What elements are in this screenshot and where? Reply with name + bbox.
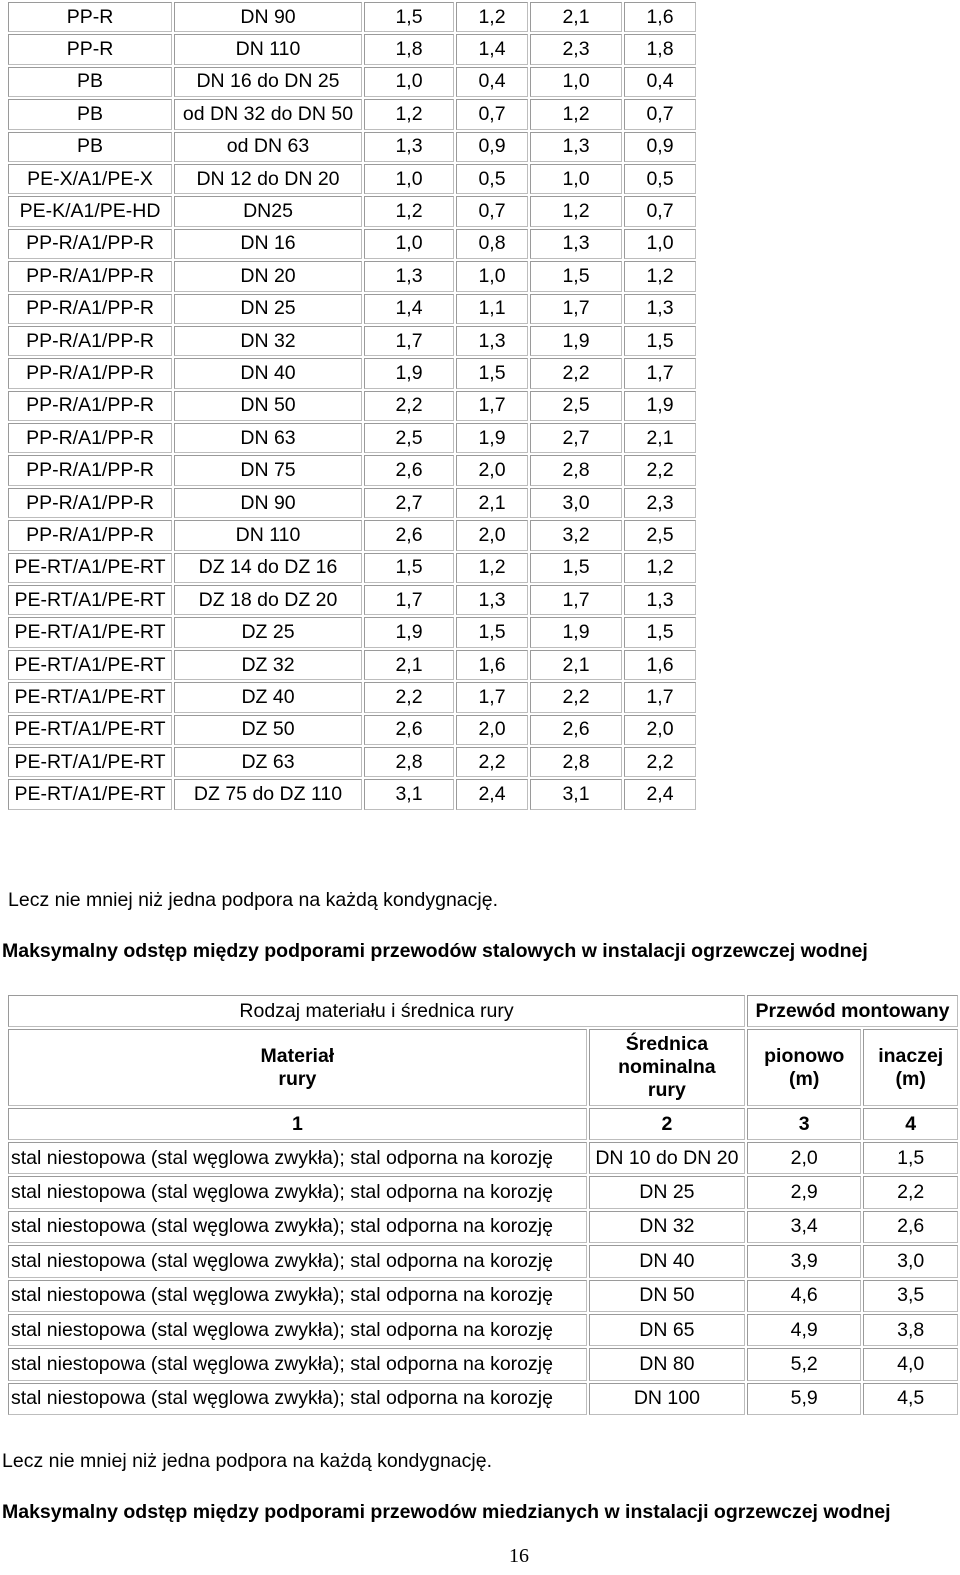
table-cell: 1,5 — [624, 617, 696, 647]
table-cell: 1,5 — [364, 2, 454, 32]
table-cell: PE-RT/A1/PE-RT — [8, 650, 172, 680]
table-cell: 1,5 — [456, 617, 528, 647]
table-cell: PP-R/A1/PP-R — [8, 520, 172, 550]
table-cell: 1,5 — [863, 1142, 958, 1174]
table-cell: 1,3 — [530, 132, 622, 162]
table-row — [8, 423, 696, 453]
table-body — [8, 995, 958, 1140]
table-row — [8, 391, 696, 421]
table-cell: 2,6 — [863, 1211, 958, 1243]
table-cell: PE-K/A1/PE-HD — [8, 196, 172, 226]
table-cell: 2,6 — [364, 455, 454, 485]
table-cell: 1,2 — [364, 196, 454, 226]
table-cell: 1,0 — [624, 229, 696, 259]
table-body-rows — [8, 1142, 958, 1415]
table-cell: 1,5 — [364, 553, 454, 583]
table-row — [8, 1142, 958, 1174]
table-cell: 4,9 — [747, 1314, 861, 1346]
table-cell: 3,1 — [364, 779, 454, 809]
table-cell: 0,5 — [624, 164, 696, 194]
table-cell: DN 20 — [174, 261, 362, 291]
table-cell: 1,3 — [456, 326, 528, 356]
table-cell: 2,9 — [747, 1176, 861, 1208]
table-cell: PE-RT/A1/PE-RT — [8, 553, 172, 583]
table-cell: 2,6 — [530, 715, 622, 745]
header-row-group — [8, 995, 958, 1027]
table-cell: 1,8 — [624, 34, 696, 64]
table-cell: 1,5 — [624, 326, 696, 356]
table-cell: 2,8 — [530, 455, 622, 485]
table-cell: DZ 25 — [174, 617, 362, 647]
table-cell: 1,3 — [624, 294, 696, 324]
table-cell: 5,9 — [747, 1383, 861, 1415]
table-cell: stal niestopowa (stal węglowa zwykła); stal odporna na korozję — [8, 1176, 587, 1208]
table-cell: 2,3 — [530, 34, 622, 64]
table-cell: 1,9 — [624, 391, 696, 421]
table-cell: PP-R — [8, 34, 172, 64]
table-cell: PE-RT/A1/PE-RT — [8, 617, 172, 647]
table-cell: DZ 14 do DZ 16 — [174, 553, 362, 583]
table-row — [8, 520, 696, 550]
table-cell: 1,2 — [624, 553, 696, 583]
table-cell: 4,5 — [863, 1383, 958, 1415]
table-cell: 2,2 — [624, 747, 696, 777]
table-cell: PE-X/A1/PE-X — [8, 164, 172, 194]
note-text: Lecz nie mniej niż jedna podpora na każdą kondygnację. — [8, 889, 498, 911]
table-cell: 1,0 — [364, 67, 454, 97]
table-cell: DN 32 — [589, 1211, 745, 1243]
table-cell: 2,2 — [364, 391, 454, 421]
table-cell: DN 10 do DN 20 — [589, 1142, 745, 1174]
table-cell: PB — [8, 132, 172, 162]
table-cell: 1,9 — [456, 423, 528, 453]
table-cell: 2,1 — [624, 423, 696, 453]
table-cell: 2,5 — [624, 520, 696, 550]
table-cell: 1,6 — [456, 650, 528, 680]
table-cell: PP-R/A1/PP-R — [8, 391, 172, 421]
table-cell: 2,2 — [364, 682, 454, 712]
table-cell: DN 110 — [174, 34, 362, 64]
table-cell: 1,1 — [456, 294, 528, 324]
table-cell: PE-RT/A1/PE-RT — [8, 585, 172, 615]
table-cell: 1,2 — [364, 99, 454, 129]
table-cell: stal niestopowa (stal węglowa zwykła); stal odporna na korozję — [8, 1348, 587, 1380]
table-cell: PB — [8, 99, 172, 129]
table-cell: 2,7 — [364, 488, 454, 518]
table-cell: 2,1 — [364, 650, 454, 680]
table-row — [8, 132, 696, 162]
table-cell: PP-R/A1/PP-R — [8, 261, 172, 291]
table-cell: DZ 50 — [174, 715, 362, 745]
table-cell: 2,8 — [530, 747, 622, 777]
table-row — [8, 617, 696, 647]
table-row — [8, 455, 696, 485]
table-cell: 0,7 — [624, 196, 696, 226]
table-row — [8, 1314, 958, 1346]
section-heading-copper: Maksymalny odstęp między podporami przewodów miedzianych w instalacji ogrzewczej wodnej — [2, 1501, 891, 1523]
table-cell: 1,7 — [364, 326, 454, 356]
table-cell: PE-RT/A1/PE-RT — [8, 747, 172, 777]
header-row-columns — [8, 1029, 958, 1106]
table-cell: 2,5 — [530, 391, 622, 421]
table-cell: 0,8 — [456, 229, 528, 259]
table-row — [8, 488, 696, 518]
table-row — [8, 1211, 958, 1243]
header-row-numbers — [8, 1108, 958, 1140]
table-row — [8, 99, 696, 129]
header-mounting-group: Przewód montowany — [747, 995, 958, 1027]
table-cell: 1,0 — [364, 229, 454, 259]
table-cell: DN 25 — [174, 294, 362, 324]
table-row — [8, 1176, 958, 1208]
column-number: 1 — [8, 1108, 587, 1140]
table-cell: 1,0 — [364, 164, 454, 194]
table-cell: 1,8 — [364, 34, 454, 64]
table-cell: DN 16 — [174, 229, 362, 259]
table-cell: PP-R/A1/PP-R — [8, 488, 172, 518]
table-cell: DN 80 — [589, 1348, 745, 1380]
table-cell: PP-R/A1/PP-R — [8, 358, 172, 388]
table-row — [8, 229, 696, 259]
table-cell: DZ 63 — [174, 747, 362, 777]
table-row — [8, 1383, 958, 1415]
table-cell: 2,2 — [530, 682, 622, 712]
table-row — [8, 1348, 958, 1380]
table-cell: PP-R/A1/PP-R — [8, 326, 172, 356]
table-cell: 2,0 — [456, 715, 528, 745]
header-other — [863, 1029, 958, 1106]
table-cell: DZ 32 — [174, 650, 362, 680]
table-cell: 2,2 — [863, 1176, 958, 1208]
table-cell: stal niestopowa (stal węglowa zwykła); stal odporna na korozję — [8, 1280, 587, 1312]
table-cell: 2,2 — [530, 358, 622, 388]
table-cell: 1,7 — [624, 682, 696, 712]
table-row — [8, 779, 696, 809]
table-row — [8, 1280, 958, 1312]
table-cell: DZ 40 — [174, 682, 362, 712]
table-cell: od DN 63 — [174, 132, 362, 162]
header-material-group: Rodzaj materiału i średnica rury — [8, 995, 745, 1027]
header-vertical-label: pionowo (m) — [764, 1044, 845, 1090]
table-cell: DN 50 — [589, 1280, 745, 1312]
table-cell: 1,6 — [624, 2, 696, 32]
table-cell: 0,4 — [624, 67, 696, 97]
table-cell: DN 63 — [174, 423, 362, 453]
table-cell: 1,0 — [530, 67, 622, 97]
table-cell: 3,5 — [863, 1280, 958, 1312]
table-cell: 2,1 — [456, 488, 528, 518]
table-cell: DN 110 — [174, 520, 362, 550]
pipe-support-table-steel — [6, 993, 960, 1417]
table-cell: 1,7 — [530, 294, 622, 324]
table-cell: 2,6 — [364, 520, 454, 550]
table-cell: 0,5 — [456, 164, 528, 194]
pipe-support-table-plastic — [6, 0, 698, 812]
table-cell: 2,0 — [747, 1142, 861, 1174]
header-vertical — [747, 1029, 861, 1106]
table-cell: stal niestopowa (stal węglowa zwykła); stal odporna na korozję — [8, 1211, 587, 1243]
table-cell: DN 40 — [589, 1245, 745, 1277]
table-cell: 1,0 — [530, 164, 622, 194]
table-cell: 1,4 — [364, 294, 454, 324]
column-number: 4 — [863, 1108, 958, 1140]
table-row — [8, 358, 696, 388]
header-material-label: Materiał rury — [260, 1044, 335, 1090]
table-row — [8, 294, 696, 324]
table-cell: 3,1 — [530, 779, 622, 809]
table-cell: PP-R/A1/PP-R — [8, 294, 172, 324]
table-cell: PP-R/A1/PP-R — [8, 423, 172, 453]
table-cell: 1,2 — [530, 99, 622, 129]
table-cell: 2,0 — [456, 455, 528, 485]
table-cell: DN 16 do DN 25 — [174, 67, 362, 97]
table-cell: DN 90 — [174, 488, 362, 518]
table-cell: 1,3 — [530, 229, 622, 259]
header-diameter — [589, 1029, 745, 1106]
column-number: 3 — [747, 1108, 861, 1140]
table-cell: PB — [8, 67, 172, 97]
table-cell: 0,7 — [456, 99, 528, 129]
table-cell: 1,0 — [456, 261, 528, 291]
table-cell: 1,3 — [624, 585, 696, 615]
table-cell: PP-R/A1/PP-R — [8, 229, 172, 259]
table-row — [8, 1245, 958, 1277]
table-cell: 1,9 — [364, 617, 454, 647]
table-cell: DN 50 — [174, 391, 362, 421]
header-other-label: inaczej (m) — [878, 1044, 944, 1090]
table-cell: DN 75 — [174, 455, 362, 485]
table-row — [8, 67, 696, 97]
table-cell: 1,7 — [456, 682, 528, 712]
table-cell: 0,7 — [456, 196, 528, 226]
table-cell: 2,4 — [456, 779, 528, 809]
table-row — [8, 196, 696, 226]
table-cell: DN 65 — [589, 1314, 745, 1346]
table-cell: 4,0 — [863, 1348, 958, 1380]
table-cell: 1,3 — [364, 261, 454, 291]
table-cell: DN 32 — [174, 326, 362, 356]
table-cell: 1,5 — [456, 358, 528, 388]
table-cell: PP-R/A1/PP-R — [8, 455, 172, 485]
table-cell: DZ 18 do DZ 20 — [174, 585, 362, 615]
table-row — [8, 682, 696, 712]
column-number: 2 — [589, 1108, 745, 1140]
table-cell: 1,7 — [624, 358, 696, 388]
table-cell: 2,7 — [530, 423, 622, 453]
table-cell: 1,4 — [456, 34, 528, 64]
table-cell: 2,8 — [364, 747, 454, 777]
table-cell: stal niestopowa (stal węglowa zwykła); stal odporna na korozję — [8, 1142, 587, 1174]
table-cell: 1,9 — [530, 326, 622, 356]
table-cell: 2,5 — [364, 423, 454, 453]
table-cell: 0,9 — [456, 132, 528, 162]
table-cell: PP-R — [8, 2, 172, 32]
table-body — [8, 2, 696, 810]
table-cell: 1,3 — [364, 132, 454, 162]
table-row — [8, 34, 696, 64]
table-cell: 0,9 — [624, 132, 696, 162]
table-cell: DN 100 — [589, 1383, 745, 1415]
table-cell: 2,1 — [530, 2, 622, 32]
table-cell: 3,0 — [863, 1245, 958, 1277]
table-cell: 1,3 — [456, 585, 528, 615]
table-cell: DN 90 — [174, 2, 362, 32]
header-material — [8, 1029, 587, 1106]
table-cell: 2,0 — [624, 715, 696, 745]
table-cell: 5,2 — [747, 1348, 861, 1380]
table-row — [8, 747, 696, 777]
table-cell: DN 25 — [589, 1176, 745, 1208]
table-cell: stal niestopowa (stal węglowa zwykła); stal odporna na korozję — [8, 1245, 587, 1277]
table-cell: DN25 — [174, 196, 362, 226]
table-cell: 3,8 — [863, 1314, 958, 1346]
table-cell: 1,2 — [456, 553, 528, 583]
table-cell: 1,5 — [530, 261, 622, 291]
table-cell: 1,2 — [624, 261, 696, 291]
table-cell: 4,6 — [747, 1280, 861, 1312]
table-row — [8, 650, 696, 680]
table-cell: DN 40 — [174, 358, 362, 388]
table-cell: 3,4 — [747, 1211, 861, 1243]
table-cell: 1,9 — [364, 358, 454, 388]
note-text: Lecz nie mniej niż jedna podpora na każdą kondygnację. — [2, 1450, 492, 1472]
table-cell: 2,0 — [456, 520, 528, 550]
table-cell: od DN 32 do DN 50 — [174, 99, 362, 129]
page-number: 16 — [509, 1545, 529, 1567]
table-row — [8, 164, 696, 194]
table-cell: 2,6 — [364, 715, 454, 745]
table-cell: DZ 75 do DZ 110 — [174, 779, 362, 809]
table-cell: 0,7 — [624, 99, 696, 129]
table-cell: 2,4 — [624, 779, 696, 809]
table-cell: PE-RT/A1/PE-RT — [8, 715, 172, 745]
table-row — [8, 715, 696, 745]
table-cell: 0,4 — [456, 67, 528, 97]
table-cell: 3,9 — [747, 1245, 861, 1277]
table-row — [8, 585, 696, 615]
header-diameter-label: Średnica nominalna rury — [618, 1033, 716, 1101]
table-cell: 2,3 — [624, 488, 696, 518]
table-row — [8, 326, 696, 356]
table-cell: 3,2 — [530, 520, 622, 550]
table-cell: 2,2 — [624, 455, 696, 485]
section-heading-steel: Maksymalny odstęp między podporami przewodów stalowych w instalacji ogrzewczej wodnej — [2, 940, 868, 962]
table-cell: DN 12 do DN 20 — [174, 164, 362, 194]
table-cell: 2,1 — [530, 650, 622, 680]
table-cell: 1,7 — [530, 585, 622, 615]
table-row — [8, 2, 696, 32]
table-cell: 2,2 — [456, 747, 528, 777]
table-cell: 1,5 — [530, 553, 622, 583]
table-cell: stal niestopowa (stal węglowa zwykła); stal odporna na korozję — [8, 1314, 587, 1346]
table-cell: stal niestopowa (stal węglowa zwykła); stal odporna na korozję — [8, 1383, 587, 1415]
table-cell: PE-RT/A1/PE-RT — [8, 779, 172, 809]
table-cell: 1,7 — [456, 391, 528, 421]
table-cell: 1,6 — [624, 650, 696, 680]
table-row — [8, 553, 696, 583]
table-cell: 1,9 — [530, 617, 622, 647]
table-cell: 1,2 — [530, 196, 622, 226]
table-cell: PE-RT/A1/PE-RT — [8, 682, 172, 712]
table-row — [8, 261, 696, 291]
table-cell: 1,2 — [456, 2, 528, 32]
table-cell: 3,0 — [530, 488, 622, 518]
table-cell: 1,7 — [364, 585, 454, 615]
